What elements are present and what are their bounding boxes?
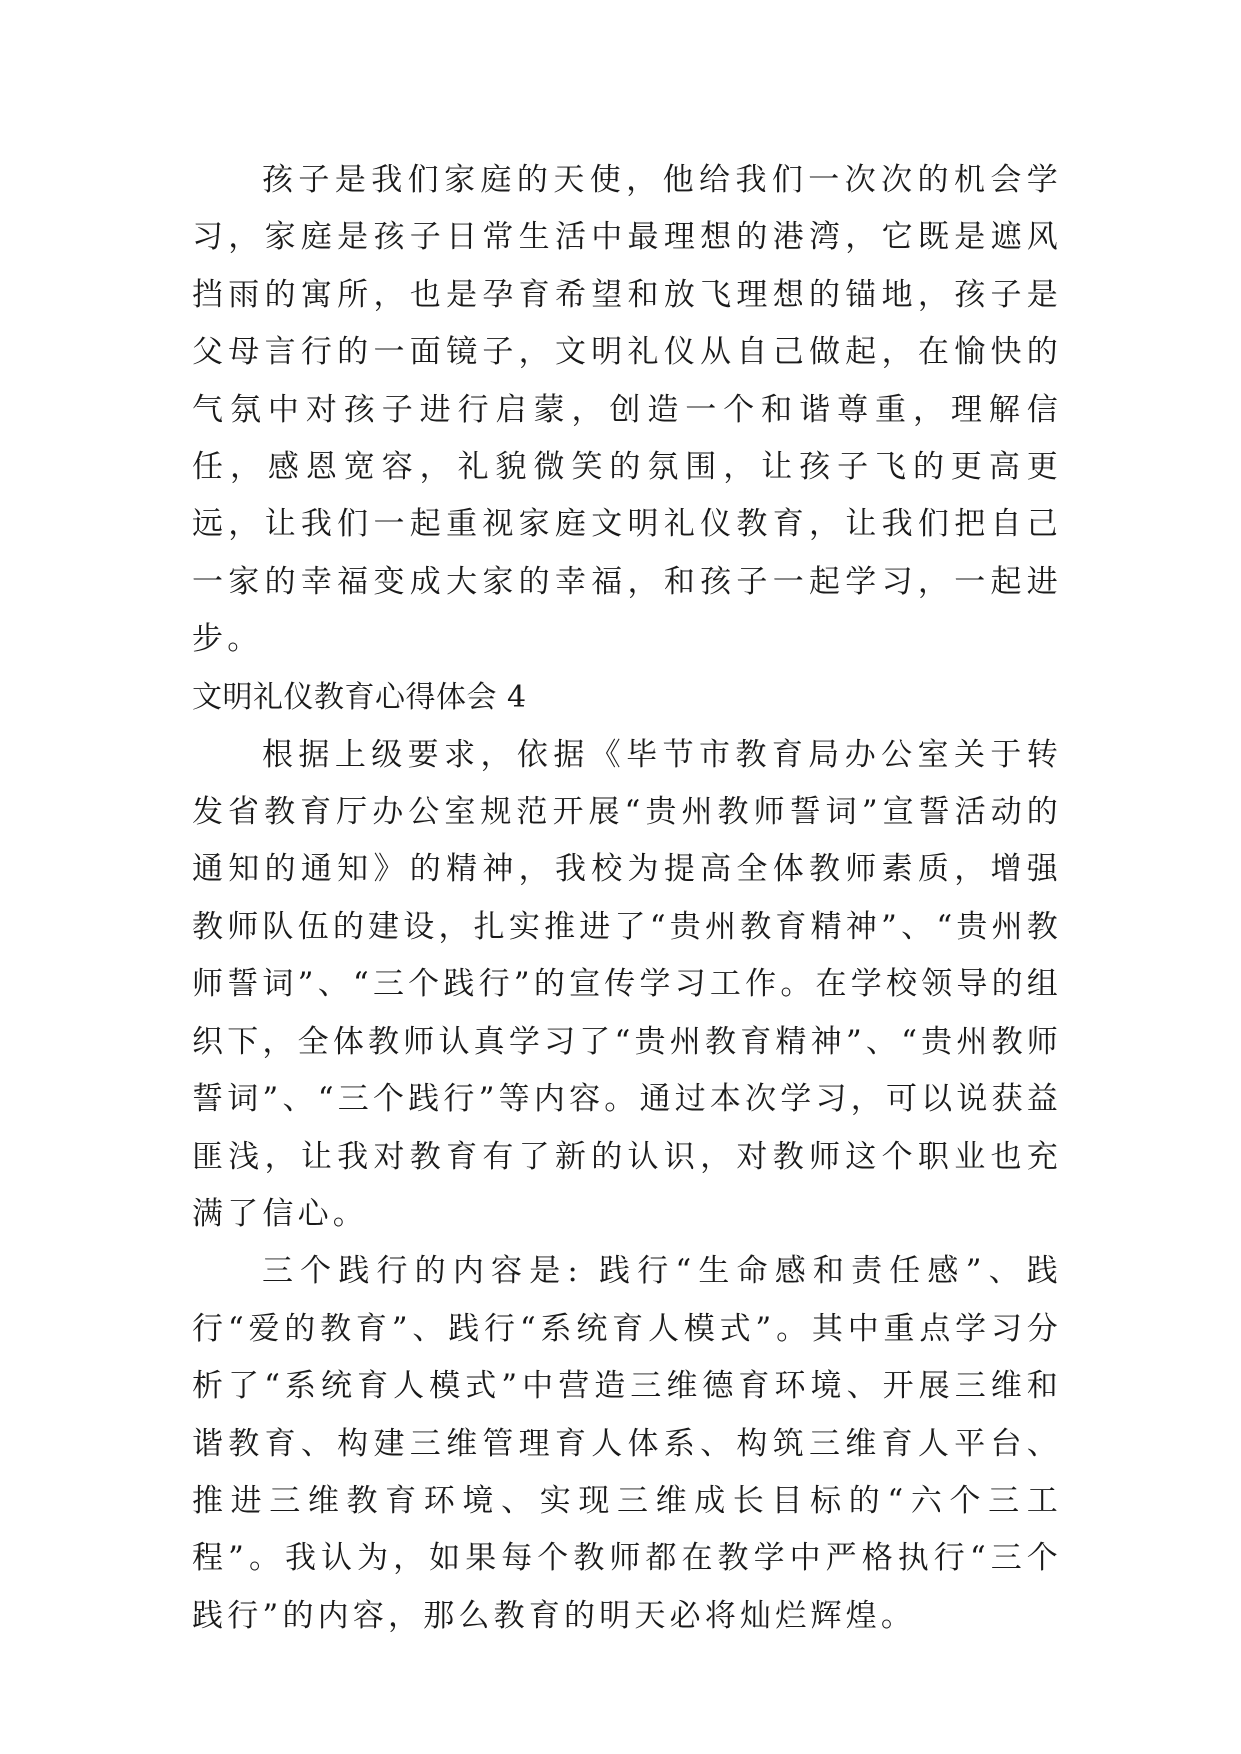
paragraph-family-etiquette: 孩子是我们家庭的天使，他给我们一次次的机会学习，家庭是孩子日常生活中最理想的港湾，它既是遮风挡雨的寓所，也是孕育希望和放飞理想的锚地，孩子是父母言行的一面镜子，文明礼仪从自己做起，在愉快的气氛中对孩子进行启蒙，创造一个和谐尊重，理解信任，感恩宽容，礼貌微笑的氛围，让孩子飞的更高更远，让我们一起重视家庭文明礼仪教育，让我们把自己一家的幸福变成大家的幸福，和孩子一起学习，一起进步。	[192, 162, 1062, 658]
paragraph-teacher-oath-study: 根据上级要求，依据《毕节市教育局办公室关于转发省教育厅办公室规范开展“贵州教师誓词”宣誓活动的通知的通知》的精神，我校为提高全体教师素质，增强教师队伍的建设，扎实推进了“贵州教育精神”、“贵州教师誓词”、“三个践行”的宣传学习工作。在学校领导的组织下，全体教师认真学习了“贵州教育精神”、“贵州教师誓词”、“三个践行”等内容。通过本次学习，可以说获益匪浅，让我对教育有了新的认识，对教师这个职业也充满了信心。	[192, 736, 1062, 1232]
section-heading: 文明礼仪教育心得体会 4	[192, 679, 527, 715]
document-body	[192, 152, 1062, 1645]
paragraph-three-practices: 三个践行的内容是: 践行“生命感和责任感”、践行“爱的教育”、践行“系统育人模式”。其中重点学习分析了“系统育人模式”中营造三维德育环境、开展三维和谐教育、构建三维管理育人体系、构筑三维育人平台、推进三维教育环境、实现三维成长目标的“六个三工程”。我认为，如果每个教师都在教学中严格执行“三个践行”的内容，那么教育的明天必将灿烂辉煌。	[192, 1253, 1062, 1634]
